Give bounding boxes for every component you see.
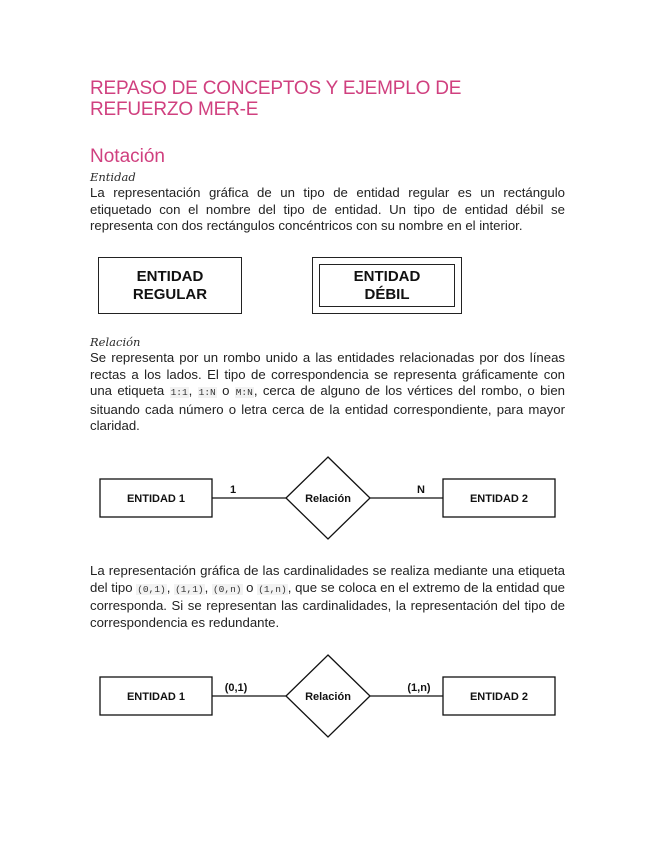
relacion-sep: , bbox=[188, 383, 198, 399]
relation-label: Relación bbox=[305, 493, 351, 505]
relationship-diagram-1 bbox=[0, 450, 655, 550]
entity-1-label: ENTIDAD 1 bbox=[126, 691, 186, 703]
regular-entity-box bbox=[98, 257, 242, 314]
relacion-or: o bbox=[216, 383, 235, 399]
cardinality-left-label: 1 bbox=[229, 484, 237, 496]
relacion-paragraph bbox=[90, 350, 565, 435]
weak-entity-outer-box bbox=[312, 257, 462, 314]
relacion-text-1: Se representa por un rombo unido a las entidades relacionadas por dos líneas rectas a los lados. El tipo de correspondencia se representa gráficamente con una etiqueta bbox=[90, 350, 565, 399]
regular-entity-line1: ENTIDAD bbox=[136, 267, 204, 285]
entity-2-label: ENTIDAD 2 bbox=[469, 691, 529, 703]
weak-entity-line1: ENTIDAD bbox=[353, 267, 421, 285]
card-or: o bbox=[242, 579, 258, 595]
section-heading: Notación bbox=[90, 146, 165, 167]
entity-1-label: ENTIDAD 1 bbox=[126, 493, 186, 505]
code-0-n: (0,n) bbox=[212, 583, 242, 595]
relation-label: Relación bbox=[305, 691, 351, 703]
relationship-diagram-2 bbox=[0, 648, 655, 748]
entidad-subheading: Entidad bbox=[90, 170, 136, 184]
relacion-subheading: Relación bbox=[90, 335, 141, 349]
cardinality-left-label: (0,1) bbox=[224, 682, 248, 694]
card-sep-2: , bbox=[204, 579, 212, 595]
entity-2-label: ENTIDAD 2 bbox=[469, 493, 529, 505]
cardinalidades-paragraph bbox=[90, 563, 565, 631]
code-1-n-card: (1,n) bbox=[258, 583, 287, 595]
code-m-n: M:N bbox=[235, 387, 253, 399]
cardinality-right-label: (1,n) bbox=[407, 682, 431, 694]
weak-entity-inner-box bbox=[319, 264, 455, 307]
page-title: REPASO DE CONCEPTOS Y EJEMPLO DE REFUERZO MER-E bbox=[90, 78, 462, 120]
code-1-1-card: (1,1) bbox=[175, 583, 204, 595]
regular-entity-line2: REGULAR bbox=[132, 285, 208, 303]
code-1-1: 1:1 bbox=[170, 387, 188, 399]
card-sep-1: , bbox=[166, 579, 175, 595]
entidad-paragraph: La representación gráfica de un tipo de entidad regular es un rectángulo etiquetado con el nombre del tipo de entidad. Un tipo de entidad débil se representa con dos rectángulos concéntricos con su nombre en el interior. bbox=[90, 185, 565, 234]
code-1-n: 1:N bbox=[198, 387, 216, 399]
code-0-1: (0,1) bbox=[137, 583, 166, 595]
cardinality-right-label: N bbox=[417, 484, 425, 496]
relacion-text-2: , cerca de alguno de los vértices del rombo, o bien situando cada número o letra cerca de la entidad correspondiente, para mayor claridad. bbox=[90, 383, 566, 434]
card-text-2: , que se coloca en el extremo de la entidad que corresponda. Si se representan las cardinalidades, la representación del tipo de correspondencia es redundante. bbox=[90, 579, 566, 630]
card-text-1: La representación gráfica de las cardinalidades se realiza mediante una etiqueta del tipo bbox=[90, 563, 565, 595]
weak-entity-line2: DÉBIL bbox=[364, 285, 410, 303]
